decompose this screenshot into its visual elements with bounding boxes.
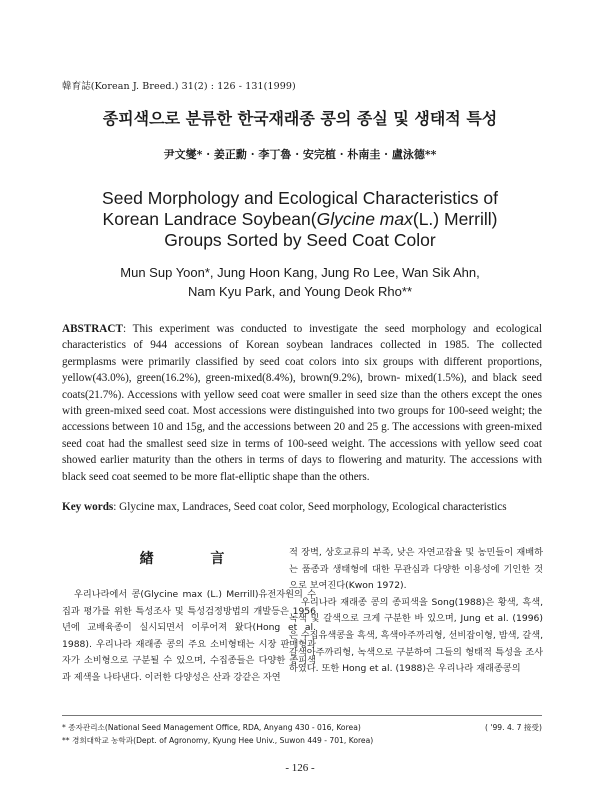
english-authors-line1: Mun Sup Yoon*, Jung Hoon Kang, Jung Ro Lee, Wan Sik Ahn, [120,265,480,280]
footnote-1-row [62,721,542,734]
english-authors [0,263,600,301]
species-name: Glycine max [316,209,413,229]
section-heading: 緖 言 [139,551,251,567]
english-title-line3: Groups Sorted by Seed Coat Color [164,230,436,250]
korean-title: 종피색으로 분류한 한국재래종 콩의 종실 및 생태적 특성 [102,109,498,128]
keywords-text: : Glycine max, Landraces, Seed coat color, Seed morphology, Ecological characteristics [113,501,507,513]
english-authors-line2: Nam Kyu Park, and Young Deok Rho** [187,284,413,299]
intro-paragraph-2: 우리나라 재래종 콩의 종피색을 Song(1988)은 황색, 흑색, 녹색 및 갈색으로 크게 구분한 바 있으며, Jung et al. (1996)은 수집유색콩을 흑색, 흑색아주까리형, 선비잡이형, 밤색, 갈색, 갈색아주까리형, 녹색으로 구분하여 그들의 형태적 특성을 조사하였다. 또한 Hong et al. (1988)은 우리나라 재래종콩의 [289,596,544,675]
left-column [62,545,316,687]
keywords [62,501,542,513]
page-number: - 126 - [285,762,315,774]
intro-paragraph-1: 우리나라에서 콩(Glycine max (L.) Merrill)유전자원의 수집과 평가를 위한 특성조사 및 특성검정방법의 개발등은 1956년에 교배육종이 실시되면서 이루어져 왔다(Hong et al. 1988). 우리나라 재래종 콩의 주요 소비형태는 시장 판매형과 자가 소비형으로 구분될 수 있으며, 수집종들은 다양한 종피색과 제색을 나타낸다. 이러한 다양성은 산과 강같은 자연 [62,589,316,683]
right-column [289,545,543,678]
footnote-divider [62,715,542,716]
footnote-2-row [62,734,542,747]
keywords-label: Key words [62,501,114,513]
english-title [0,188,600,251]
received-date: ( '99. 4. 7 接受) [484,723,542,732]
korean-authors: 尹文燮* · 姜正勳 · 李丁魯 · 安完植 · 朴南圭 · 盧泳德** [163,148,437,161]
footnotes [62,721,542,747]
footnote-1: * 종자관리소(National Seed Management Office, RDA, Anyang 430 - 016, Korea) [62,723,361,732]
intro-paragraph-1-continued: 적 장벽, 상호교류의 부족, 낮은 자연교잡율 및 농민들이 재배하는 품종과 생태형에 대한 무관심과 다양한 이용성에 기인한 것으로 보여진다(Kwon 1972). [289,547,543,592]
footnote-2: ** 경희대학교 농학과(Dept. of Agronomy, Kyung Hee Univ., Suwon 449 - 701, Korea) [62,736,374,745]
abstract [62,321,542,485]
english-title-line2-suffix: (L.) Merrill) [412,209,498,229]
english-title-line1: Seed Morphology and Ecological Characteristics of [102,188,498,208]
abstract-label: ABSTRACT [62,323,123,335]
english-title-line2-prefix: Korean Landrace Soybean( [102,209,317,229]
journal-header: 韓育誌(Korean J. Breed.) 31(2) : 126 - 131(1999) [62,81,296,92]
english-title-line2 [0,209,600,230]
abstract-text: : This experiment was conducted to investigate the seed morphology and ecological characteristics of 944 accessions of Korean soybean landraces collected in 1985. The collected germplasms were primarily classified by seed coat colors into six groups with different proportions, yellow(43.0%), green(16.2%), green-mixed(8.4%), brown(9.2%), brown- mixed(1.5%), and black seed coats(21.7%). Accessions with yellow seed coat were smaller in seed size than the others except the ones with green-mixed seed coat. Most accessions were distinguished into two groups for 100-seed weight; the accessions between 10 and 15g, and the accessions between 20 and 25 g. The accessions with green-mixed seed coat had the smallest seed size in terms of 100-seed weight. The accessions with yellow seed coat showed earlier maturity than the others in terms of days to flowering and maturity. The accessions with black seed coat seemed to be more flat-elliptic shape than the others. [62,323,542,483]
